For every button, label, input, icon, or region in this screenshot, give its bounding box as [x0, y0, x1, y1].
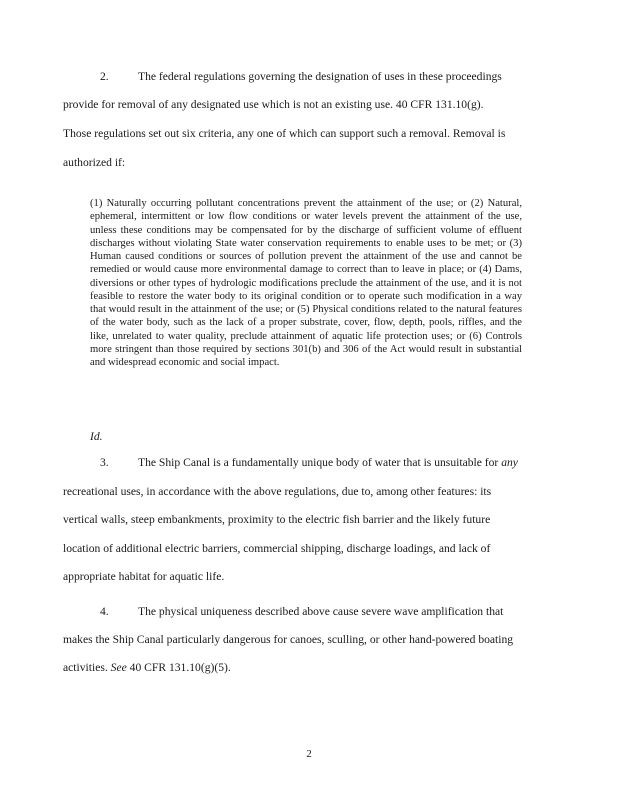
paragraph-4-citation: 40 CFR 131.10(g)(5).	[126, 661, 231, 674]
paragraph-3-line-3: vertical walls, steep embankments, proximity to the electric fish barrier and the likely future	[63, 513, 491, 526]
signal-see: See	[110, 661, 127, 674]
paragraph-3-line-5: appropriate habitat for aquatic life.	[63, 570, 225, 583]
paragraph-2-line-2: provide for removal of any designated use which is not an existing use. 40 CFR 131.10(g).	[63, 98, 484, 111]
paragraph-2-number: 2.	[100, 70, 109, 83]
paragraph-4-number: 4.	[100, 605, 109, 618]
paragraph-4-text: The physical uniqueness described above cause severe wave amplification that	[138, 605, 504, 618]
paragraph-2-line-1	[100, 71, 502, 83]
paragraph-4-line-1	[100, 606, 503, 618]
paragraph-3-text: The Ship Canal is a fundamentally unique body of water that is unsuitable for	[138, 456, 502, 469]
paragraph-2-line-4: authorized if:	[63, 156, 126, 169]
paragraph-2-line-3: Those regulations set out six criteria, any one of which can support such a removal. Removal is	[63, 127, 506, 140]
regulation-block-quote: (1) Naturally occurring pollutant concentrations prevent the attainment of the use; or (2) Natural, ephemeral, intermittent or low flow conditions or water levels prevent the attainment of the use, unless these conditions may be compensated for by the discharge of sufficient volume of effluent discharges without violating State water conservation requirements to enable uses to be met; or (3) Human caused conditions or sources of pollution prevent the attainment of the use and cannot be remedied or would cause more environmental damage to correct than to leave in place; or (4) Dams, diversions or other types of hydrologic modifications preclude the attainment of the use, and it is not feasible to restore the water body to its original condition or to operate such modification in a way that would result in the attainment of the use; or (5) Physical conditions related to the natural features of the water body, such as the lack of a proper substrate, cover, flow, depth, pools, riffles, and the like, unrelated to water quality, preclude attainment of aquatic life protection uses; or (6) Controls more stringent than those required by sections 301(b) and 306 of the Act would result in substantial and widespread economic and social impact.	[90, 198, 522, 368]
paragraph-4-line-2: makes the Ship Canal particularly dangerous for canoes, sculling, or other hand-powered boating	[63, 633, 514, 646]
paragraph-4-line-3	[63, 662, 231, 674]
paragraph-3-line-4: location of additional electric barriers, commercial shipping, discharge loadings, and lack of	[63, 542, 491, 555]
page-number: 2	[306, 748, 312, 760]
paragraph-2-text: The federal regulations governing the designation of uses in these proceedings	[138, 70, 502, 83]
citation-id: Id.	[90, 430, 103, 443]
paragraph-4-text-end: activities.	[63, 661, 111, 674]
paragraph-3-line-1	[100, 457, 518, 469]
paragraph-3-emphasis: any	[501, 456, 518, 469]
paragraph-3-line-2: recreational uses, in accordance with the above regulations, due to, among other features: its	[63, 485, 492, 498]
paragraph-3-number: 3.	[100, 456, 109, 469]
